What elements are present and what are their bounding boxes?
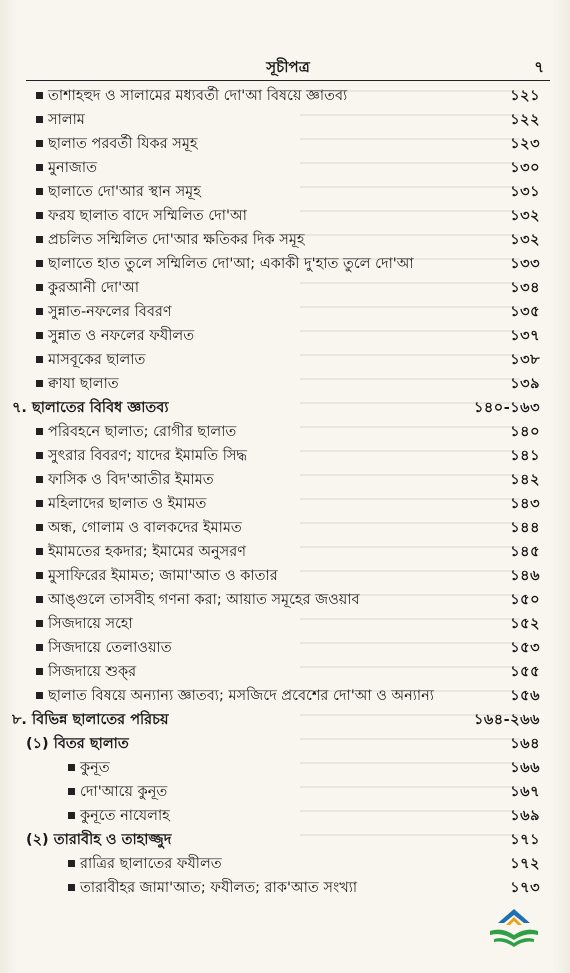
bullet-icon	[36, 692, 43, 699]
toc-entry	[0, 684, 570, 708]
bullet-icon	[36, 572, 43, 579]
toc-entry	[0, 84, 570, 108]
toc-entry-text-wrap	[36, 228, 305, 252]
toc-entry-page: ১৩৮	[510, 352, 540, 368]
toc-entry	[0, 852, 570, 876]
toc-entry-text-wrap	[68, 780, 167, 804]
toc-entry-page: ১৩৭	[510, 328, 540, 344]
toc-entry-text-wrap	[68, 852, 222, 876]
toc-entry	[0, 180, 570, 204]
table-of-contents	[0, 84, 570, 900]
toc-entry	[0, 804, 570, 828]
toc-entry-label: ছালাত পরবর্তী যিকর সমূহ	[48, 136, 198, 152]
bullet-icon	[36, 452, 43, 459]
bullet-icon	[36, 308, 43, 315]
toc-entry-label: সিজদায়ে শুক্‌র	[48, 664, 137, 680]
bullet-icon	[36, 332, 43, 339]
toc-entry	[0, 108, 570, 132]
toc-entry-page: ১৫৬	[510, 688, 540, 704]
bullet-icon	[36, 140, 43, 147]
bullet-icon	[68, 884, 75, 891]
toc-entry-page: ১৩১	[510, 184, 540, 200]
toc-entry-text-wrap	[36, 612, 133, 636]
toc-entry-page: ১৩২	[510, 208, 540, 224]
toc-entry-label: কুনূতে নাযেলাহ	[80, 808, 170, 824]
bullet-icon	[36, 188, 43, 195]
bullet-icon	[36, 500, 43, 507]
toc-entry-label: সিজদায়ে সহো	[48, 616, 133, 632]
toc-entry	[0, 252, 570, 276]
toc-entry-page: ১৩০	[510, 160, 540, 176]
toc-entry	[0, 132, 570, 156]
toc-entry-text-wrap	[68, 804, 170, 828]
toc-entry-page: ১৪৬	[510, 568, 540, 584]
toc-entry-label: ছালাত বিষয়ে অন্যান্য জ্ঞাতব্য; মসজিদে প্রবেশের দো'আ ও অন্যান্য	[48, 688, 434, 704]
toc-entry	[0, 300, 570, 324]
page-header	[26, 50, 550, 81]
toc-entry-page: ১৫০	[510, 592, 540, 608]
publisher-logo-icon	[486, 905, 542, 953]
toc-entry-page: ১২২	[510, 112, 540, 128]
toc-entry-text-wrap	[36, 324, 194, 348]
bullet-icon	[36, 92, 43, 99]
toc-entry-page: ১৫২	[510, 616, 540, 632]
toc-section	[0, 396, 570, 420]
bullet-icon	[36, 668, 43, 675]
bullet-icon	[36, 116, 43, 123]
bullet-icon	[36, 428, 43, 435]
toc-entry-label: সুৎরার বিবরণ; যাদের ইমামতি সিদ্ধ	[48, 448, 248, 464]
toc-entry-label: ফরয ছালাত বাদে সম্মিলিত দো'আ	[48, 208, 247, 224]
toc-entry	[0, 588, 570, 612]
toc-entry-text-wrap	[36, 468, 214, 492]
toc-entry-label: তাশাহহুদ ও সালামের মধ্যবর্তী দো'আ বিষয়ে জ্ঞাতব্য	[48, 88, 348, 104]
toc-entry	[0, 876, 570, 900]
toc-section	[0, 708, 570, 732]
toc-entry-text-wrap	[68, 876, 357, 900]
toc-entry-label: ক্বাযা ছালাত	[48, 376, 119, 392]
toc-entry-text-wrap	[36, 300, 172, 324]
toc-entry-label: ছালাতে হাত তুলে সম্মিলিত দো'আ; একাকী দু'হাত তুলে দো'আ	[48, 256, 414, 272]
toc-entry-label: মহিলাদের ছালাত ও ইমামত	[48, 496, 207, 512]
toc-entry-text-wrap	[36, 444, 247, 468]
bullet-icon	[68, 788, 75, 795]
toc-entry-text-wrap	[12, 396, 169, 420]
toc-entry-label: প্রচলিত সম্মিলিত দো'আর ক্ষতিকর দিক সমূহ	[48, 232, 305, 248]
toc-entry-page: ১৩২	[510, 232, 540, 248]
toc-entry-page: ১৩৩	[510, 256, 540, 272]
bullet-icon	[36, 596, 43, 603]
toc-entry-label: সুন্নাত ও নফলের ফযীলত	[48, 328, 195, 344]
toc-entry-text-wrap	[36, 492, 206, 516]
toc-entry	[0, 276, 570, 300]
toc-entry-page: ১৫৫	[510, 664, 540, 680]
toc-subsection	[0, 732, 570, 756]
toc-entry	[0, 372, 570, 396]
toc-entry-label: মাসবূকের ছালাত	[48, 352, 146, 368]
toc-entry-label: মুনাজাত	[48, 160, 97, 176]
toc-entry-page: ১৪২	[510, 472, 540, 488]
bullet-icon	[68, 860, 75, 867]
toc-entry	[0, 348, 570, 372]
toc-entry	[0, 468, 570, 492]
toc-entry	[0, 540, 570, 564]
toc-entry	[0, 660, 570, 684]
toc-entry-text-wrap	[36, 180, 201, 204]
toc-entry-text-wrap	[36, 660, 136, 684]
bullet-icon	[68, 764, 75, 771]
toc-entry-page: ১৬৬	[510, 760, 540, 776]
toc-entry-label: সুন্নাত-নফলের বিবরণ	[48, 304, 172, 320]
toc-entry	[0, 420, 570, 444]
bullet-icon	[36, 380, 43, 387]
toc-entry-page: ১৭৩	[510, 880, 540, 896]
toc-entry-text-wrap	[36, 684, 434, 708]
toc-entry-text-wrap	[12, 708, 169, 732]
toc-entry-label: ইমামতের হকদার; ইমামের অনুসরণ	[48, 544, 246, 560]
toc-entry-text-wrap	[36, 540, 246, 564]
toc-entry	[0, 780, 570, 804]
toc-entry	[0, 324, 570, 348]
bullet-icon	[36, 644, 43, 651]
toc-entry-text-wrap	[36, 420, 236, 444]
toc-entry-label: রাত্রির ছালাতের ফযীলত	[80, 856, 222, 872]
bullet-icon	[36, 260, 43, 267]
toc-entry-page: ১৩৪	[510, 280, 540, 296]
toc-entry-page: ১৬৭	[510, 784, 540, 800]
toc-entry-page: ১৪৪	[510, 520, 540, 536]
toc-entry-text-wrap	[26, 828, 171, 852]
toc-entry-label: তারাবীহর জামা'আত; ফযীলত; রাক'আত সংখ্যা	[80, 880, 358, 896]
toc-entry-text-wrap	[36, 348, 145, 372]
toc-entry-label: ফাসিক ও বিদ'আতীর ইমামত	[48, 472, 214, 488]
toc-entry	[0, 636, 570, 660]
toc-entry-label: কুরআনী দো'আ	[48, 280, 140, 296]
toc-entry-label: ছালাতে দো'আর স্থান সমূহ	[48, 184, 201, 200]
bullet-icon	[36, 524, 43, 531]
toc-entry-page: ১৬৯	[510, 808, 540, 824]
bullet-icon	[36, 236, 43, 243]
toc-entry-page: ১৬৪-২৬৬	[473, 712, 540, 728]
bullet-icon	[36, 164, 43, 171]
toc-entry-text-wrap	[36, 372, 119, 396]
toc-entry	[0, 612, 570, 636]
page-number: ৭	[534, 58, 544, 76]
toc-entry-label: ৭. ছালাতের বিবিধ জ্ঞাতব্য	[12, 400, 169, 416]
toc-entry-page: ১৪৫	[510, 544, 540, 560]
toc-entry-page: ১৩৯	[510, 376, 540, 392]
toc-entry-label: (২) তারাবীহ ও তাহাজ্জুদ	[26, 832, 172, 848]
toc-entry-page: ১২১	[510, 88, 540, 104]
toc-subsection	[0, 828, 570, 852]
toc-entry-text-wrap	[36, 252, 414, 276]
bullet-icon	[36, 284, 43, 291]
toc-entry	[0, 492, 570, 516]
toc-entry	[0, 444, 570, 468]
toc-entry	[0, 756, 570, 780]
bullet-icon	[36, 476, 43, 483]
toc-entry-text-wrap	[68, 756, 110, 780]
toc-entry	[0, 564, 570, 588]
toc-entry-page: ১৬৪	[510, 736, 540, 752]
toc-entry-label: কুনূত	[80, 760, 110, 776]
toc-entry-label: দো'আয়ে কুনূত	[80, 784, 168, 800]
toc-entry-page: ১৪৩	[510, 496, 540, 512]
toc-entry-page: ১৭২	[510, 856, 540, 872]
toc-entry-text-wrap	[36, 276, 139, 300]
toc-entry-text-wrap	[36, 588, 360, 612]
toc-entry-page: ১৩৫	[510, 304, 540, 320]
bullet-icon	[36, 548, 43, 555]
toc-entry-page: ১৪০	[510, 424, 540, 440]
bullet-icon	[36, 620, 43, 627]
toc-entry-label: সিজদায়ে তেলাওয়াত	[48, 640, 172, 656]
toc-entry-page: ১৪১	[510, 448, 540, 464]
toc-entry-text-wrap	[26, 732, 129, 756]
bullet-icon	[68, 812, 75, 819]
toc-entry-page: ১৫৩	[510, 640, 540, 656]
toc-entry-page: ১৪০-১৬৩	[473, 400, 540, 416]
toc-entry	[0, 204, 570, 228]
toc-entry-text-wrap	[36, 132, 198, 156]
toc-entry-text-wrap	[36, 516, 242, 540]
bullet-icon	[36, 356, 43, 363]
toc-entry-label: সালাম	[48, 112, 85, 128]
toc-entry	[0, 516, 570, 540]
toc-entry	[0, 228, 570, 252]
toc-entry-text-wrap	[36, 156, 97, 180]
toc-entry-label: অন্ধ, গোলাম ও বালকদের ইমামত	[48, 520, 242, 536]
toc-entry-label: (১) বিতর ছালাত	[26, 736, 129, 752]
toc-entry-text-wrap	[36, 564, 278, 588]
toc-entry-text-wrap	[36, 636, 172, 660]
page-title: সূচীপত্র	[266, 58, 310, 76]
bullet-icon	[36, 212, 43, 219]
toc-entry-label: আঙ্গুলে তাসবীহ গণনা করা; আয়াত সমূহের জওয়াব	[48, 592, 360, 608]
toc-entry-label: মুসাফিরের ইমামত; জামা'আত ও কাতার	[48, 568, 278, 584]
toc-entry	[0, 156, 570, 180]
toc-entry-label: পরিবহনে ছালাত; রোগীর ছালাত	[48, 424, 237, 440]
toc-entry-text-wrap	[36, 84, 347, 108]
toc-entry-text-wrap	[36, 204, 247, 228]
toc-entry-page: ১২৩	[510, 136, 540, 152]
toc-entry-page: ১৭১	[510, 832, 540, 848]
toc-entry-text-wrap	[36, 108, 85, 132]
toc-entry-label: ৮. বিভিন্ন ছালাতের পরিচয়	[12, 712, 169, 728]
